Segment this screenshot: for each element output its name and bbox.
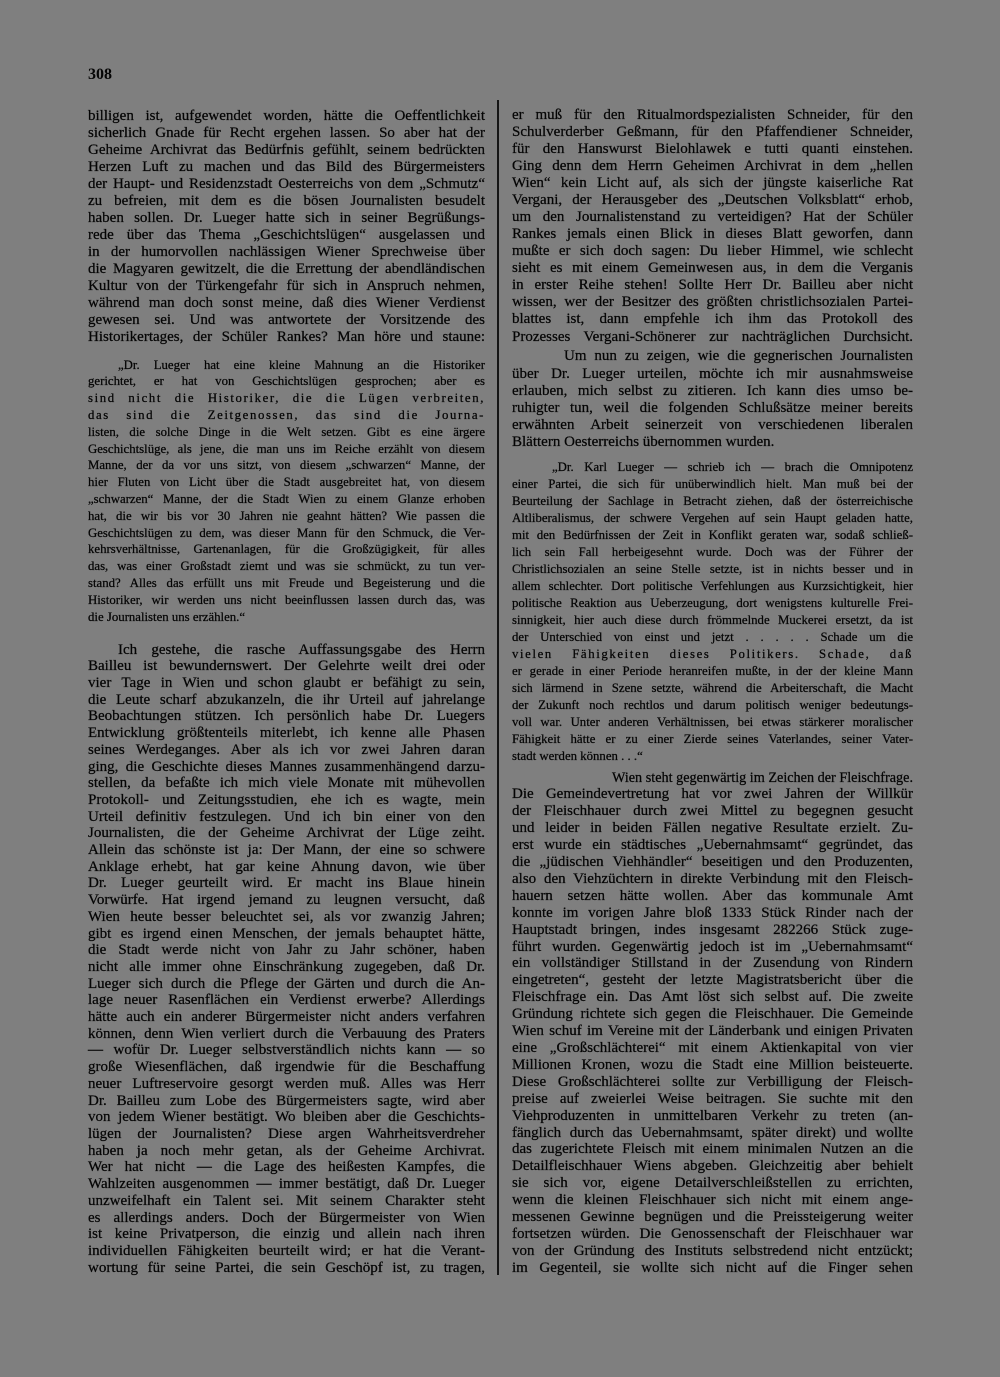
text-line: und leider in beiden Fällen negative Resultate erzielt. Zu- [512, 820, 913, 837]
text-line: Ich gestehe, die rasche Auffassungsgabe des Herrn [118, 641, 485, 658]
text-line: Dr. Bailleu zum Lobe des Bürgermeisters sagte, wird aber [88, 1092, 485, 1109]
text-line: Beobachtungen stützen. Ich persönlich habe Dr. Luegers [88, 708, 485, 725]
text-line: die Stadt werde nicht von Jahr zu Jahr schöner, haben [88, 942, 485, 959]
text-line: erlauben, mich selbst zu zitieren. Ich kann dies umso be- [512, 382, 913, 399]
text-line: über Dr. Lueger urteilen, möchte ich mir ausnahmsweise [512, 365, 913, 382]
text-line: sie sich vor, eigene Detailverschleißstellen zu errichten, [512, 1175, 913, 1192]
text-line: hat, die wir bis vor 30 Jahren nie geahnt hätten? Wie passen die [88, 508, 485, 523]
text-line: Historikertages, der Schüler Rankes? Man höre und staune: [88, 329, 485, 345]
text-line: Allein das schönste ist ja: Der Mann, der eine so schwere [88, 842, 485, 859]
text-line: unzweifelhaft ein Talent sei. Mit seinem Charakter steht [88, 1192, 485, 1209]
text-line: lich sein Fall herbeigesehnt wurde. Doch was der Führer der [512, 544, 913, 559]
text-line: Herzen Luft zu machen und das Bild des Bürgermeisters [88, 159, 485, 175]
text-line: stellen, da befaßte ich mich viele Monate mit mühevollen [88, 775, 485, 792]
text-line: wissen, wer der Besitzer des größten christlichsozialen Partei- [512, 294, 913, 311]
text-line: Viehproduzenten in unmittelbaren Verkehr zu treten (an- [512, 1107, 913, 1124]
text-line: in der humorvollen nachlässigen Wiener Sprechweise über [88, 244, 485, 260]
text-line: seines Werdeganges. Aber als ich vor zwei Jahren daran [88, 741, 485, 758]
page-number: 308 [88, 66, 112, 83]
text-line: können, denn Wien verliert durch die Verbauung des Praters [88, 1025, 485, 1042]
text-line: mußte er sich doch sagen: Du lieber Himmel, wie schlecht [512, 243, 913, 260]
text-line: Urteil definitiv festzulegen. Und ich bin einer von den [88, 808, 485, 825]
text-line: der Fleischhauer durch zwei Mittel zu begegnen gesucht [512, 803, 913, 820]
text-line: erst wurde ein städtisches „Uebernahmsamt“ gegründet, das [512, 837, 913, 854]
text-line: das, was einer Großstadt ziemt und was sie schmückt, zu tun ver- [88, 559, 485, 574]
text-line: fänglich durch das Uebernahmsamt, später direkt) und wollte [512, 1124, 913, 1141]
text-line: wenn die kleinen Fleischhauer sich nicht mit einem ange- [512, 1192, 913, 1209]
text-line: ein vollständiger Stillstand in der Zusendung von Rindern [512, 955, 913, 972]
text-line: von jedem Wiener bestätigt. Wo bleiben aber die Geschichts- [88, 1109, 485, 1126]
text-line: stadt werden können . . .“ [512, 748, 643, 763]
text-line: Prozesses Vergani-Schönerer zur nachträglichen Durchsicht. [512, 328, 913, 345]
text-line: politische Reaktion aus Ueberzeugung, dort wenigstens kulturelle Frei- [512, 595, 913, 610]
text-line: es allerdings anders. Doch der Bürgermeister von Wien [88, 1209, 485, 1226]
text-line: einer Partei, die sich für unüberwindlich hielt. Man muß bei der [512, 476, 913, 491]
body-paragraph [512, 770, 913, 1277]
text-line: das sind die Zeitgenossen, das sind die Journa- [88, 407, 485, 422]
text-line: Ging denn dem Herrn Geheimen Archivrat in dem „hellen [512, 157, 913, 174]
text-line: „Dr. Lueger hat eine kleine Mahnung an die Historiker [118, 357, 485, 372]
text-line: Geschichtslügen zu dem, was dieser Mann für den Schmuck, die Ver- [88, 525, 485, 540]
text-line: Wien steht gegenwärtig im Zeichen der Fleischfrage. [612, 769, 913, 786]
text-line: preise auf zweierlei Weise beitragen. Sie suchte mit den [512, 1090, 913, 1107]
text-line: eine „Großschlächterei“ mit einem Aktienkapital von vier [512, 1040, 913, 1056]
text-line: sicherlich Gnade für Recht ergehen lassen. So aber hat der [88, 125, 485, 141]
text-line: Wahlzeiten ausgenommen — immer bestätigt, daß Dr. Lueger [88, 1176, 485, 1193]
text-line: kehrsverhältnisse, Gartenanlagen, für die Großzügigkeit, für alles [88, 542, 485, 557]
text-line: die „jüdischen Viehhändler“ beseitigen und den Produzenten, [512, 854, 913, 871]
text-line: stand? Alles das erfüllt uns mit Freude und Begeisterung und die [88, 575, 485, 590]
text-line: Fähigkeit hätte er zu einer Zierde seines Vaterlandes, seiner Vater- [512, 731, 913, 746]
text-line: große Wiesenflächen, daß irgendwie für die Beschaffung [88, 1059, 485, 1076]
text-line: im Gegenteil, sie wollte sich nicht auf die Finger sehen [512, 1259, 913, 1276]
text-line: vielen Fähigkeiten dieses Politikers. Schade, daß [512, 646, 913, 661]
text-line: sieht es mit einem Gemeinwesen aus, in dem die Verganis [512, 260, 913, 277]
body-paragraph [88, 642, 485, 1277]
text-line: Vergani, der Herausgeber des „Deutschen Volksblatt“ erhob, [512, 191, 913, 208]
text-line: lage neuer Rasenflächen ein Verdienst erwerbe? Allerdings [88, 992, 485, 1009]
text-line: er gerade in einer Periode heranreifen mußte, in der der kleine Mann [512, 663, 913, 678]
text-line: Um nun zu zeigen, wie die gegnerischen Journalisten [564, 348, 913, 365]
text-line: haben ja noch mehr getan, als der Geheime Archivrat. [88, 1142, 485, 1159]
text-line: messenen Gewinne begnügen und die Preissteigerung weiter [512, 1209, 913, 1226]
text-line: Wien schuf im Vereine mit der Länderbank und einigen Privaten [512, 1023, 913, 1040]
text-line: Bailleu ist bewundernswert. Der Gelehrte weilt drei oder [88, 658, 485, 675]
text-line: Millionen Kronen, wozu die Stadt eine Million beisteuerte. [512, 1056, 913, 1073]
text-line: Lueger sich durch die Pflege der Gärten und durch die An- [88, 975, 485, 992]
text-line: zu befreien, mit dem es die bösen Journalisten besudelt [88, 193, 485, 209]
text-line: der Unterschied von einst und jetzt . . . . . Schade um die [512, 629, 913, 644]
text-line: die Magyaren gewitzelt, die die Errettung der abendländischen [88, 261, 485, 277]
text-line: hauern setzen hätte wollen. Aber das kommunale Amt [512, 887, 913, 904]
text-line: voll war. Unter anderen Verhältnissen, bei etwas stärkerer moralischer [512, 714, 913, 729]
text-line: von der Gründung des Instituts selbstredend nicht entzückt; [512, 1242, 913, 1259]
text-line: ruhigter tun, weil die folgenden Schlußsätze meiner bereits [512, 400, 913, 416]
column-divider [497, 100, 499, 1275]
text-line: für den Hanswurst Bielohlawek e tutti quanti einstehen. [512, 140, 913, 157]
text-line: individuellen Fähigkeiten beurteilt wird; er hat die Verant- [88, 1242, 485, 1259]
text-line: während man doch sonst meine, daß dies Wiener Verdienst [88, 295, 485, 311]
text-line: lügen der Journalisten? Diese argen Wahrheitsverdreher [88, 1125, 485, 1142]
text-line: ist keine Privatperson, die einzig und allein nach ihren [88, 1226, 485, 1243]
text-line: erwähnten Arbeit seinerzeit von verschiedenen liberalen [512, 417, 913, 434]
text-line: Journalisten, die der Geheime Archivrat der Lüge zeiht. [88, 825, 485, 842]
text-line: Die Gemeindevertretung hat vor zwei Jahren der Willkür [512, 786, 913, 803]
text-line: Protokoll- und Zeitungsstudien, ehe ich es wagte, mein [88, 791, 485, 808]
text-line: nicht alle immer ohne Einschränkung zugegeben, daß Dr. [88, 958, 485, 975]
text-line: der Zukunft noch rechtlos und darum politisch weniger bedeutungs- [512, 697, 913, 712]
text-line: Dr. Lueger geurteilt wird. Er macht ins Blaue hinein [88, 875, 485, 892]
text-line: Wien heute besser beleuchtet sei, als vor zwanzig Jahren; [88, 908, 485, 925]
text-line: Altliberalismus, der schwere Vergehen auf sein Haupt geladen hatte, [512, 510, 913, 525]
text-line: Rankes jemals einen Blick in dieses Blatt geworfen, dann [512, 226, 913, 243]
text-line: die Journalisten uns erzählen.“ [88, 609, 246, 624]
text-line: Historiker, wir werden uns nicht beeinflussen lassen durch das, was [88, 592, 485, 607]
text-line: mit den Bedürfnissen der Zeit in Konflikt geraten war, sodaß schließ- [512, 527, 913, 542]
text-line: Gründung richtete sich gegen die Fleischhauer. Die Gemeinde [512, 1006, 913, 1023]
text-line: neuer Luftreservoire gesorgt werden muß. Alles was Herr [88, 1075, 485, 1092]
text-line: „Dr. Karl Lueger — schrieb ich — brach die Omnipotenz [552, 459, 913, 474]
text-line: Kultur von der Türkengefahr für sich in Anspruch nehmen, [88, 278, 485, 294]
text-line: wortung für seine Partei, die sein Geschöpf ist, zu tragen, [88, 1259, 485, 1276]
text-line: der Haupt- und Residenzstadt Oesterreichs von dem „Schmutz“ [88, 176, 485, 192]
text-line: Wer hat nicht — die Lage des heißesten Kampfes, die [88, 1159, 485, 1176]
text-line: fortsetzen würden. Die Genossenschaft der Fleischhauer war [512, 1225, 913, 1242]
text-line: führt wurden. Gegenwärtig jedoch ist im „Uebernahmsamt“ [512, 938, 913, 955]
text-line: Christlichsozialen an seine Stelle setzte, ist in nichts besser und in [512, 561, 913, 576]
block-quote [512, 459, 913, 765]
text-line: konnte im vorigen Jahre bloß 1333 Stück Rinder nach der [512, 904, 913, 921]
text-line: Detailfleischhauer Wiens abgeben. Gleichzeitig aber behielt [512, 1158, 913, 1175]
text-line: Vorwürfe. Hat irgend jemand zu leugnen versucht, daß [88, 892, 485, 909]
text-line: allem schlechter. Dort politische Verfehlungen aus Kurzsichtigkeit, hier [512, 578, 913, 593]
text-line: er muß für den Ritualmordspezialisten Schneider, für den [512, 106, 913, 123]
text-line: „schwarzen“ Manne, der die Stadt Wien zu einem Glanze erhoben [88, 491, 485, 506]
text-line: billigen ist, aufgewendet worden, hätte die Oeffentlichkeit [88, 108, 485, 124]
text-line: Beurteilung der Sachlage in Betracht ziehen, daß der österreichische [512, 493, 913, 508]
text-line: in erster Reihe stehen! Sollte Herr Dr. Bailleu aber nicht [512, 277, 913, 294]
text-line: Anklage erhebt, hat gar keine Ahnung davon, wie über [88, 858, 485, 875]
text-line: eingetreten“, gesteht der letzte Magistratsbericht über die [512, 972, 913, 989]
text-line: also den Viehzüchtern in direkte Verbindung mit den Fleisch- [512, 870, 913, 887]
text-line: hier Fluten von Licht über die Stadt ausgebreitet hat, von diesem [88, 475, 485, 490]
text-line: hätte auch ein anderer Bürgermeister nicht anders verfahren [88, 1009, 485, 1026]
text-line: ging, die Geschichte dieses Mannes zusammenhängend darzu- [88, 758, 485, 775]
right-column [512, 0, 913, 1377]
body-paragraph [512, 107, 913, 346]
body-paragraph [88, 108, 485, 346]
text-line: sich lärmend in Szene setzte, während die Arbeiterschaft, die Macht [512, 680, 913, 695]
text-line: sind nicht die Historiker, die die Lügen verbreiten, [88, 391, 485, 406]
text-line: Wien“ kein Licht auf, als sich der jüngste kaiserliche Rat [512, 174, 913, 191]
left-column [88, 0, 485, 1377]
text-line: Entwicklung größtenteils miterlebt, ich kenne alle Phasen [88, 725, 485, 742]
block-quote [88, 357, 485, 626]
text-line: vier Tage in Wien und schon glaubt er befähigt zu sein, [88, 675, 485, 691]
text-line: blattes ist, dann empfehle ich ihm das Protokoll des [512, 311, 913, 328]
text-line: listen, die solche Dinge in die Welt setzen. Gibt es eine ärgere [88, 424, 485, 439]
body-paragraph [512, 348, 913, 451]
text-line: Fleischfrage ein. Das Amt löst sich selbst auf. Die zweite [512, 989, 913, 1006]
text-line: das zugerichtete Fleisch mit einem minimalen Nutzen an die [512, 1141, 913, 1158]
text-line: Hauptstadt bringen, indes insgesamt 282266 Stück zuge- [512, 921, 913, 938]
text-line: rede über das Thema „Geschichtslügen“ ausgelassen und [88, 227, 485, 243]
text-line: Manne, der da vor uns sitzt, von diesem „schwarzen“ Manne, der [88, 458, 485, 473]
text-line: Schulverderber Geßmann, für den Pfaffendiener Schneider, [512, 123, 913, 140]
text-line: sinnigkeit, hier auch diese durch frömmelnde Muckerei ersetzt, da ist [512, 612, 913, 627]
text-line: gewesen sei. Und was antwortete der Vorsitzende des [88, 312, 485, 328]
text-line: — wofür Dr. Lueger selbstverständlich nichts kann — so [88, 1042, 485, 1059]
text-line: Blättern Oesterreichs übernommen wurden. [512, 434, 775, 451]
text-line: gibt es irgend einen Menschen, der jemals behauptet hätte, [88, 925, 485, 942]
text-line: um den Journalistenstand zu verteidigen? Hat der Schüler [512, 208, 913, 225]
text-line: haben sollen. Dr. Lueger hatte sich in seiner Begrüßungs- [88, 210, 485, 226]
text-line: die Leute scharf abzukanzeln, die ihr Urteil auf jahrelange [88, 691, 485, 708]
text-line: Geheime Archivrat das Bedürfnis gefühlt, seinem bedrückten [88, 142, 485, 158]
text-line: Geschichtslüge, als jene, die man uns im Reiche erzählt von diesem [88, 441, 485, 456]
text-line: Diese Großschlächterei sollte zur Verbilligung der Fleisch- [512, 1073, 913, 1090]
text-line: gerichtet, er hat von Geschichtslügen gesprochen; aber es [88, 374, 485, 389]
